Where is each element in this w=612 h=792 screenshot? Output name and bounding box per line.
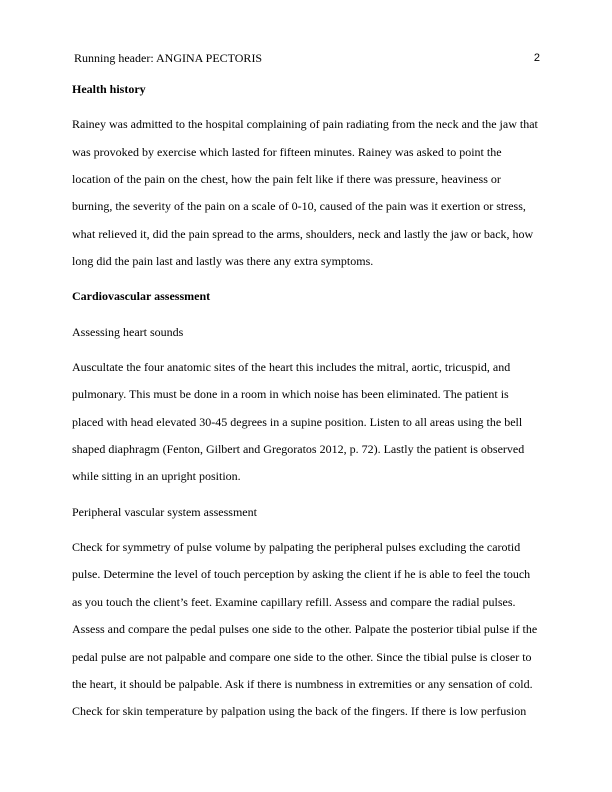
heart-sounds-paragraph: Auscultate the four anatomic sites of the heart this includes the mitral, aortic, tricuspid, and pulmonary. This must be done in a room in which noise has been eliminated. The patient is placed with head elevated 30-45 degrees in a supine position. Listen to all areas using the bell shaped diaphragm (Fenton, Gilbert and Gregoratos 2012, p. 72). Lastly the patient is observed while sitting in an upright position.: [72, 359, 525, 484]
peripheral-subheading: Peripheral vascular system assessment: [72, 504, 257, 519]
health-history-paragraph: Rainey was admitted to the hospital complaining of pain radiating from the neck and the jaw that was provoked by exercise which lasted for fifteen minutes. Rainey was asked to point the location of the pain on the chest, how the pain felt like if there was pressure, heaviness or burning, the severity of the pain on a scale of 0-10, caused of the pain was it exertion or stress, what relieved it, did the pain spread to the arms, shoulders, neck and lastly the jaw or back, how long did the pain last and lastly was there any extra symptoms.: [72, 117, 538, 269]
heart-sounds-subheading: Assessing heart sounds: [72, 324, 184, 339]
health-history-heading: Health history: [72, 82, 146, 96]
page-header: [74, 50, 540, 66]
page-number: 2: [533, 52, 540, 64]
document-body: [72, 76, 540, 726]
cardiovascular-heading: Cardiovascular assessment: [72, 289, 211, 304]
peripheral-paragraph: Check for symmetry of pulse volume by palpating the peripheral pulses excluding the carotid pulse. Determine the level of touch perception by asking the client if he is able to feel the touch as you touch the client’s feet. Examine capillary refill. Assess and compare the radial pulses. Assess and compare the pedal pulses one side to the other. Palpate the posterior tibial pulse if the pedal pulse are not palpable and compare one side to the other. Since the tibial pulse is closer to the heart, it should be palpable. Ask if there is numbness in extremities or any sensation of cold. Check for skin temperature by palpation using the back of the fingers. If there is low perfusion: [72, 539, 538, 719]
running-header: Running header: ANGINA PECTORIS: [74, 51, 263, 65]
